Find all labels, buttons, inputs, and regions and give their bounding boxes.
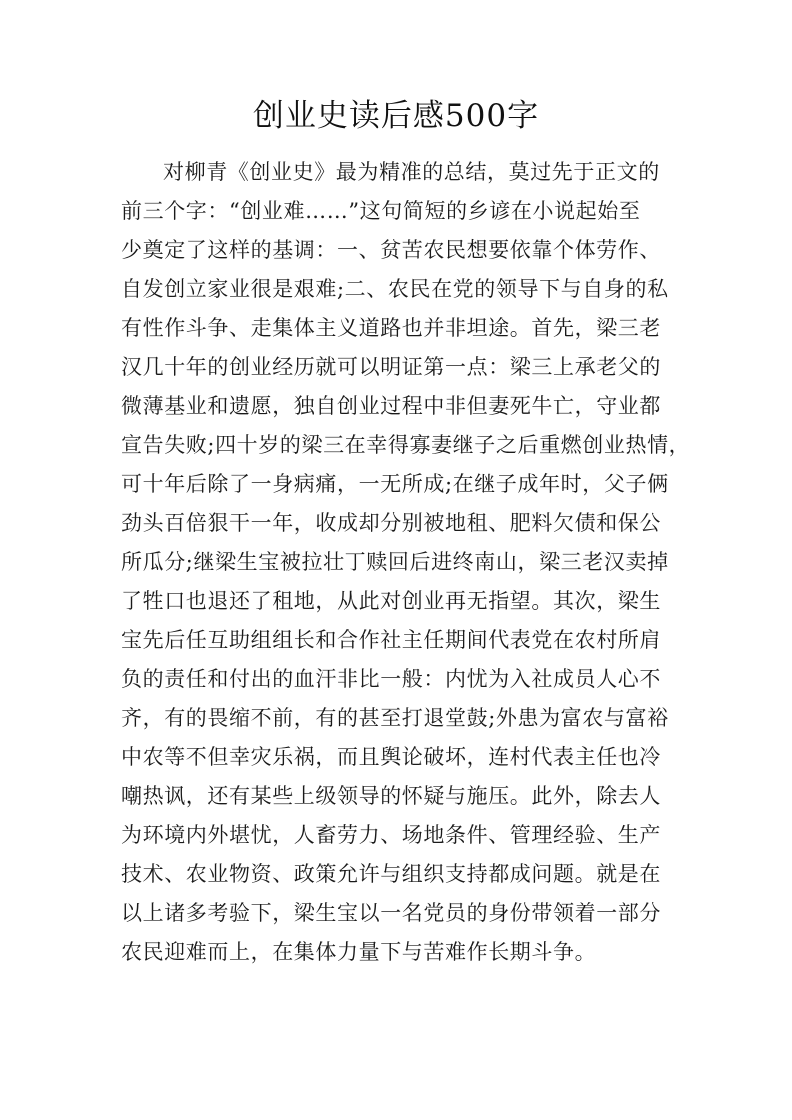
- body-line: 宝先后任互助组组长和合作社主任期间代表党在农村所肩: [121, 628, 661, 652]
- document-title: 创业史读后感500字: [252, 98, 540, 134]
- body-line: 少奠定了这样的基调：一、贫苦农民想要依靠个体劳作、: [121, 238, 661, 262]
- body-line: 为环境内外堪忧，人畜劳力、场地条件、管理经验、生产: [121, 823, 661, 847]
- body-line: 农民迎难而上，在集体力量下与苦难作长期斗争。: [121, 940, 597, 964]
- body-line: 自发创立家业很是艰难;二、农民在党的领导下与自身的私: [121, 277, 669, 301]
- body-line: 负的责任和付出的血汗非比一般：内忧为入社成员人心不: [121, 667, 661, 691]
- body-line: 以上诸多考验下，梁生宝以一名党员的身份带领着一部分: [121, 901, 661, 925]
- body-line: 技术、农业物资、政策允许与组织支持都成问题。就是在: [121, 862, 661, 886]
- body-line: 对柳青《创业史》最为精准的总结，莫过先于正文的: [163, 160, 660, 184]
- body-line: 汉几十年的创业经历就可以明证第一点：梁三上承老父的: [121, 355, 661, 379]
- body-line: 前三个字：“创业难……”这句简短的乡谚在小说起始至: [121, 199, 641, 223]
- body-line: 可十年后除了一身病痛，一无所成;在继子成年时，父子俩: [121, 472, 669, 496]
- body-line: 中农等不但幸灾乐祸，而且舆论破坏，连村代表主任也冷: [121, 745, 661, 769]
- body-line: 劲头百倍狠干一年，收成却分别被地租、肥料欠债和保公: [121, 511, 661, 535]
- body-line: 嘲热讽，还有某些上级领导的怀疑与施压。此外，除去人: [121, 784, 661, 808]
- body-line: 宣告失败;四十岁的梁三在幸得寡妻继子之后重燃创业热情，: [121, 433, 691, 457]
- body-line: 齐，有的畏缩不前，有的甚至打退堂鼓;外患为富农与富裕: [121, 706, 669, 730]
- document-body: [121, 153, 691, 972]
- body-line: 微薄基业和遗愿，独自创业过程中非但妻死牛亡，守业都: [121, 394, 661, 418]
- body-line: 有性作斗争、走集体主义道路也并非坦途。首先，梁三老: [121, 316, 661, 340]
- body-line: 了牲口也退还了租地，从此对创业再无指望。其次，梁生: [121, 589, 661, 613]
- body-line: 所瓜分;继梁生宝被拉壮丁赎回后进终南山，梁三老汉卖掉: [121, 550, 669, 574]
